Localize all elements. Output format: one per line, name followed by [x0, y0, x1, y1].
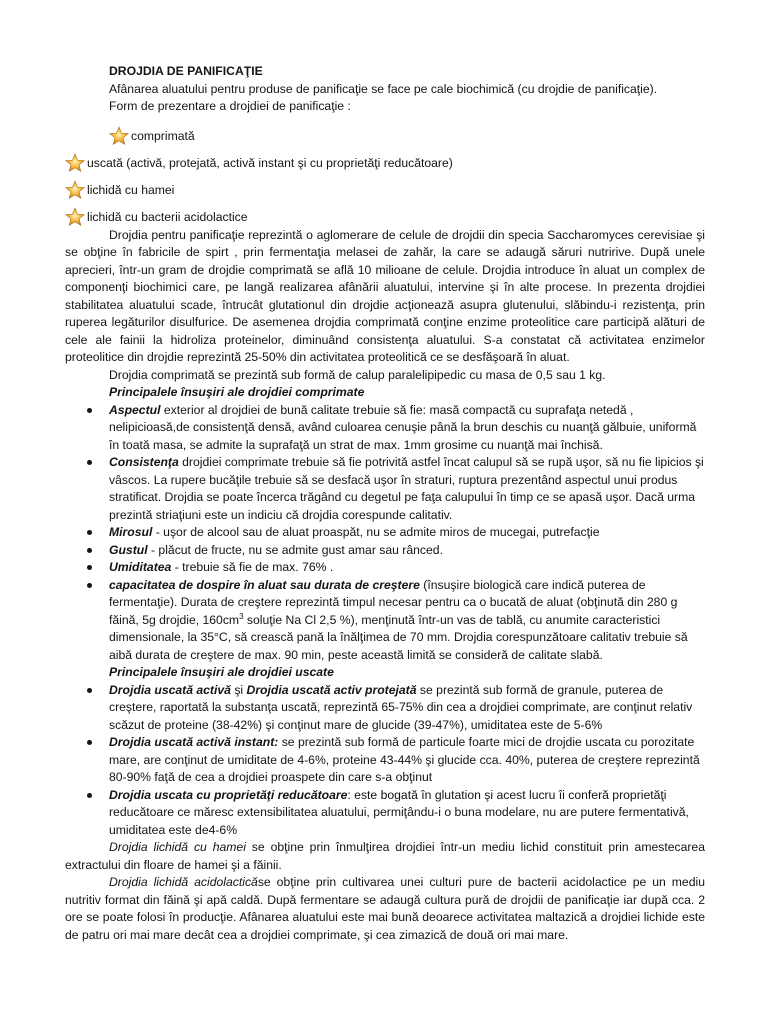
list-item: lichidă cu bacterii acidolactice [65, 200, 705, 227]
forms-list [65, 116, 705, 227]
list-item: Umiditatea - trebuie să fie de max. 76% . [65, 559, 705, 577]
intro-line: Form de prezentare a drojdiei de panificaţie : [109, 99, 351, 113]
dry-properties-list [65, 682, 705, 840]
compressed-properties-list [65, 402, 705, 665]
intro-line: Afânarea aluatului pentru produse de panificaţie se face pe cale biochimică (cu drojdie de panificaţie). [109, 81, 658, 96]
list-item: Drojdia uscata cu proprietăţi reducătoare: este bogată în glutation şi acest lucru îi conferă proprietăţi reducătoare ce măresc extensibilitatea aluatului, permiţându-i o buna modelare, nu are putere fermentativă, umiditatea este de4-6% [65, 787, 705, 840]
paragraph: Drojdia lichidă acidolacticăse obţine prin cultivarea unei culturi pure de bacterii acidolactice pe un mediu nutritiv format din făină şi apă caldă. După fermentare se adaugă cultura pură de drojdii de panificaţie iar după cca. 2 ore se poate folosi în producţie. Afânarea aluatului este mai bună deoarece activitatea maltazică a drojdiei lichide este de patru ori mai mare decât cea a drojdiei comprimate, şi cea zimazică de două ori mai mare. [65, 875, 705, 942]
star-bullet-icon [65, 153, 85, 173]
list-item: Gustul - plăcut de fructe, nu se admite gust amar sau rânced. [65, 542, 705, 560]
paragraph: Drojdia comprimată se prezintă sub formă de calup paralelipipedic cu masa de 0,5 sau 1 kg. [109, 367, 606, 382]
document-title: DROJDIA DE PANIFICAŢIE [109, 64, 263, 78]
star-bullet-icon [65, 180, 85, 200]
list-item: comprimată [65, 116, 705, 146]
list-item: uscată (activă, protejată, activă instant şi cu proprietăţi reducătoare) [65, 146, 705, 173]
paragraph: Drojdia lichidă cu hamei se obţine prin înmulţirea drojdiei într-un mediu lichid constituit prin amestecarea extractului din floare de hamei şi a făinii. [65, 840, 705, 872]
star-bullet-icon [109, 126, 129, 146]
section-heading: Principalele însuşiri ale drojdiei comprimate [109, 385, 365, 399]
list-item: capacitatea de dospire în aluat sau durata de creştere (însuşire biologică care indică puterea de fermentaţie). Durata de creştere reprezintă timpul necesar pentru ca o bucată de aluat (obţinută din 280 g făină, 5g drojdie, $160cm^3$ soluţie Na Cl 2,5 %), menţinută într-un vas de tablă, cu anumite caracteristici dimensionale, la 35°C, să crească pană la înălţimea de 70 mm. Drojdia corespunzătoare calitativ trebuie să aibă durata de creştere de max. 90 min, peste această limită se consideră de calitate slabă. [65, 577, 705, 665]
document-body [65, 63, 705, 944]
list-item: Drojdia uscată activă şi Drojdia uscată activ protejată se prezintă sub formă de granule, puterea de creştere, raportată la substanţa uscată, reprezintă 65-75% din cea a drojdiei comprimate, are conţinut relativ scăzut de proteine (38-42%) şi conţinut mare de glucide (39-47%), umiditatea este de 5-6% [65, 682, 705, 735]
list-item: Aspectul exterior al drojdiei de bună calitate trebuie să fie: masă compactă cu suprafaţa netedă , nelipicioasă,de consistenţă densă, având culoarea cenuşie până la brun deschis cu nuanţă gălbuie, uniformă în toată masa, se admite la suprafaţă un strat de max. 1mm grosime cu nuanţă mai închisă. [65, 402, 705, 455]
paragraph: Drojdia pentru panificaţie reprezintă o aglomerare de celule de drojdii din specia Saccharomyces cerevisiae şi se obţine în fabricile de spirt , prin fermentaţia melasei de zahăr, la care se adaugă săruri nutririve. După unele aprecieri, într-un gram de drojdie comprimată se află 10 milioane de celule. Drojdia introduce în aluat un complex de componenţi biochimici care, pe langă realizarea afânării aluatului, intervine şi în alte procese. In prezenta drojdiei stabilitatea aluatului scade, întrucât glutationul din drojdie acţionează asupra glutenului, slăbindu-i rezistenţa, prin ruperea legăturilor disulfurice. De asemenea drojdia comprimată conţine enzime proteolitice care participă alături de cele ale fainii la hidroliza proteinelor, diminuând consistenţa aluatului. S-a constatat că activitatea enzimelor proteolitice din drojdie reprezintă 25-50% din activitatea proteolitică ce se desfăşoară în aluat. [65, 227, 705, 364]
list-item: Consistenţa drojdiei comprimate trebuie să fie potrivită astfel încat calupul să se rupă uşor, să nu fie lipicios şi vâscos. La rupere bucăţile trebuie să se desfacă uşor în straturi, ruptura prezentând aspectul unui produs stratificat. Drojdia se poate încerca trăgând cu degetul pe faţa calupului în timp ce se apasă uşor. Dacă urma prezintă striaţiuni este un indiciu că drojdia corespunde calitativ. [65, 454, 705, 524]
list-item: lichidă cu hamei [65, 173, 705, 200]
list-item: Drojdia uscată activă instant: se prezintă sub formă de particule foarte mici de drojdie uscata cu porozitate mare, are conţinut de umiditate de 4-6%, proteine 43-44% şi glucide cca. 40%, puterea de creştere reprezintă 80-90% faţă de cea a drojdiei proaspete din care s-a obţinut [65, 734, 705, 787]
section-heading: Principalele însuşiri ale drojdiei uscate [109, 665, 334, 679]
star-bullet-icon [65, 207, 85, 227]
list-item: Mirosul - uşor de alcool sau de aluat proaspăt, nu se admite miros de mucegai, putrefacţie [65, 524, 705, 542]
